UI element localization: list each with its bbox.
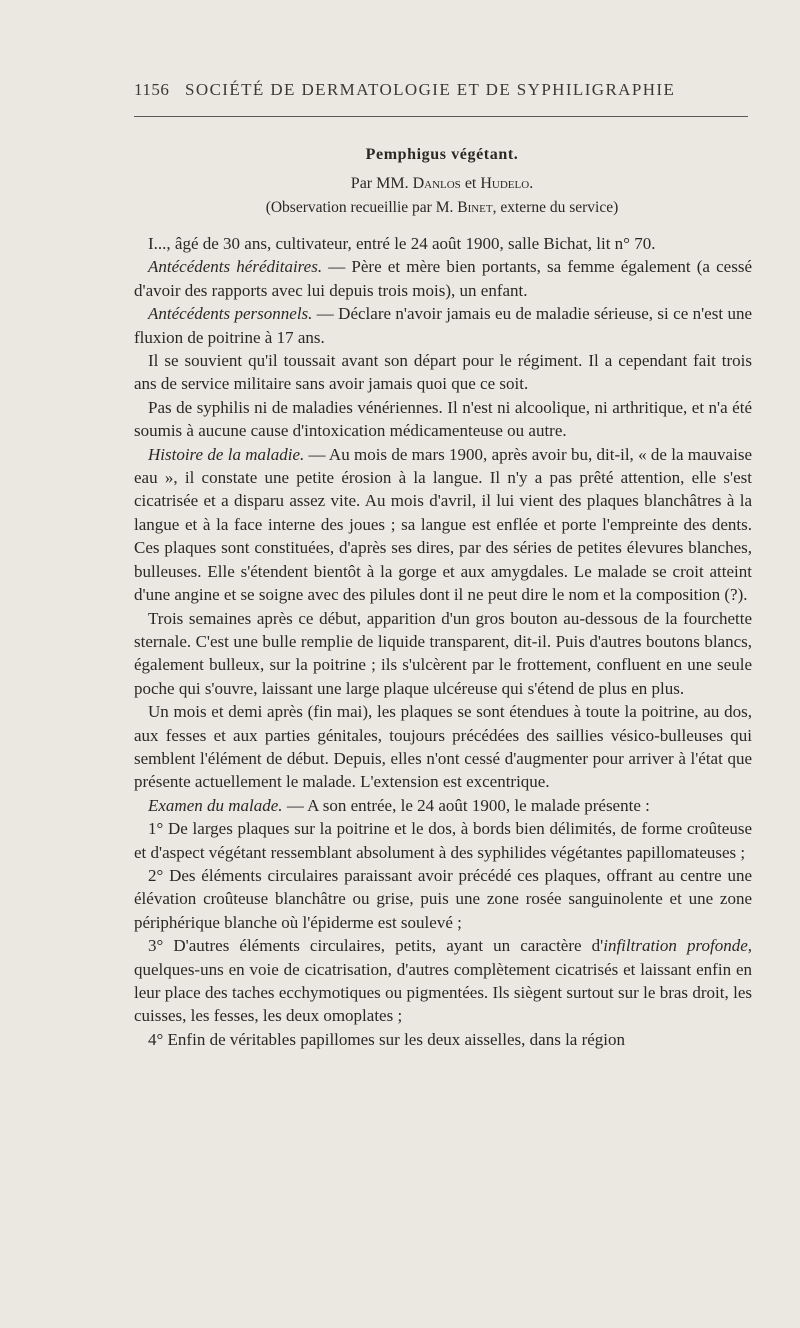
paragraph-month-half: Un mois et demi après (fin mai), les plaques se sont étendues à toute la poitrine, au dos, aux fesses et aux parties génitales, toujours précédées des saillies vésico-bulleuses qui semblent l'élément de début. Depuis, elles n'ont cessé d'augmenter pour arriver à l'état que présente actuellement le malade. L'extension est excentrique. bbox=[134, 702, 752, 792]
article-body bbox=[134, 232, 752, 1051]
paragraph-item-4: 4° Enfin de véritables papillomes sur les deux aisselles, dans la région bbox=[148, 1029, 626, 1049]
header-rule bbox=[134, 116, 748, 117]
paragraph-item-1: 1° De larges plaques sur la poitrine et le dos, à bords bien délimités, de forme croûteuse et d'aspect végétant ressemblant absolument à des syphilides végétantes papillomateuses ; bbox=[134, 819, 752, 862]
obs-prefix: (Observation recueillie par M. bbox=[265, 199, 458, 216]
article-heading bbox=[134, 146, 750, 218]
paragraph-item-3-text: , quelques-uns en voie de cicatrisation, d'autres complètement cicatrisés et laissant enfin en leur place des taches ecchymotiques ou pigmentées. Ils siègent surtout sur le bras droit, les cuisses, les fesses, les deux omoplates ; bbox=[134, 936, 752, 1026]
paragraph-history-text: — Au mois de mars 1900, après avoir bu, dit-il, « de la mauvaise eau », il constate une petite érosion à la langue. Il n'y a pas prêté attention, elle s'est cicatrisée et a disparu assez vite. Au mois d'avril, il lui vient des plaques blanchâtres à la langue et à la face interne des joues ; sa langue est enflée et porte l'empreinte des dents. Ces plaques sont constituées, d'après ses dires, par des séries de petites élevures blanches, bulleuses. Elle s'étendent bientôt à la gorge et aux amygdales. Le malade se croit atteint d'une angine et se soigne avec des pilules dont il ne peut dire le nom et la composition (?). bbox=[134, 444, 752, 605]
paragraph-item-3 bbox=[134, 934, 752, 1028]
author-hudelo: Hudelo bbox=[480, 175, 530, 192]
author-danlos: Danlos bbox=[412, 175, 461, 192]
paragraph-three-weeks: Trois semaines après ce début, apparition d'un gros bouton au-dessous de la fourchette sternale. C'est une bulle remplie de liquide transparent, dit-il. Puis d'autres boutons blancs, également bulleux, sur la poitrine ; ils s'ulcèrent par le frottement, confluent en une seule poche qui s'ouvre, laissant une large plaque ulcéreuse qui s'étend de plus en plus. bbox=[134, 608, 752, 698]
obs-suffix: , externe du service) bbox=[492, 199, 619, 216]
article-title: Pemphigus végétant. bbox=[365, 146, 519, 163]
obs-name: Binet bbox=[457, 199, 493, 216]
paragraph-hereditary bbox=[134, 255, 752, 302]
paragraph-patient: I..., âgé de 30 ans, cultivateur, entré le 24 août 1900, salle Bichat, lit n° 70. bbox=[148, 234, 656, 253]
article-authors bbox=[134, 174, 750, 194]
paragraph-history bbox=[134, 443, 752, 607]
section-label-exam: Examen du malade. bbox=[148, 795, 283, 815]
paragraph-item-2: 2° Des éléments circulaires paraissant avoir précédé ces plaques, offrant au centre une élévation croûteuse blanchâtre ou grise, puis une zone rosée sanguinolente et une zone périphérique blanche où l'épiderme est soulevé ; bbox=[134, 865, 752, 932]
authors-prefix: Par MM. bbox=[350, 175, 413, 192]
running-title: SOCIÉTÉ DE DERMATOLOGIE ET DE SYPHILIGRAPHIE bbox=[185, 80, 676, 99]
paragraph-military: Il se souvient qu'il toussait avant son départ pour le régiment. Il a cependant fait trois ans de service militaire sans avoir jamais quoi que ce soit. bbox=[134, 351, 752, 394]
authors-conj: et bbox=[460, 175, 481, 192]
paragraph-item-3-start: 3° D'autres éléments circulaires, petits, ayant un caractère d' bbox=[148, 936, 604, 956]
section-label-hereditary: Antécédents héréditaires. bbox=[148, 257, 323, 277]
authors-suffix: . bbox=[529, 175, 534, 192]
emphasis-infiltration: infiltration profonde bbox=[603, 936, 748, 956]
paragraph-exam-text: — A son entrée, le 24 août 1900, le malade présente : bbox=[282, 795, 650, 815]
section-label-personal: Antécédents personnels. bbox=[148, 304, 313, 324]
section-label-history: Histoire de la maladie. bbox=[148, 444, 305, 464]
paragraph-personal-text: — Déclare n'avoir jamais eu de maladie sérieuse, si ce n'est une fluxion de poitrine à 17 ans. bbox=[134, 304, 752, 347]
page-number: 1156 bbox=[134, 80, 170, 99]
observation-credit bbox=[134, 198, 750, 218]
paragraph-personal bbox=[134, 302, 752, 349]
paragraph-exam bbox=[134, 794, 752, 817]
running-header bbox=[134, 80, 750, 100]
paragraph-syphilis: Pas de syphilis ni de maladies vénériennes. Il n'est ni alcoolique, ni arthritique, et n'a été soumis à aucune cause d'intoxication médicamenteuse ou autre. bbox=[134, 397, 752, 441]
paragraph-hereditary-text: — Père et mère bien portants, sa femme également (a cessé d'avoir des rapports avec lui depuis trois mois), un enfant. bbox=[134, 257, 752, 300]
